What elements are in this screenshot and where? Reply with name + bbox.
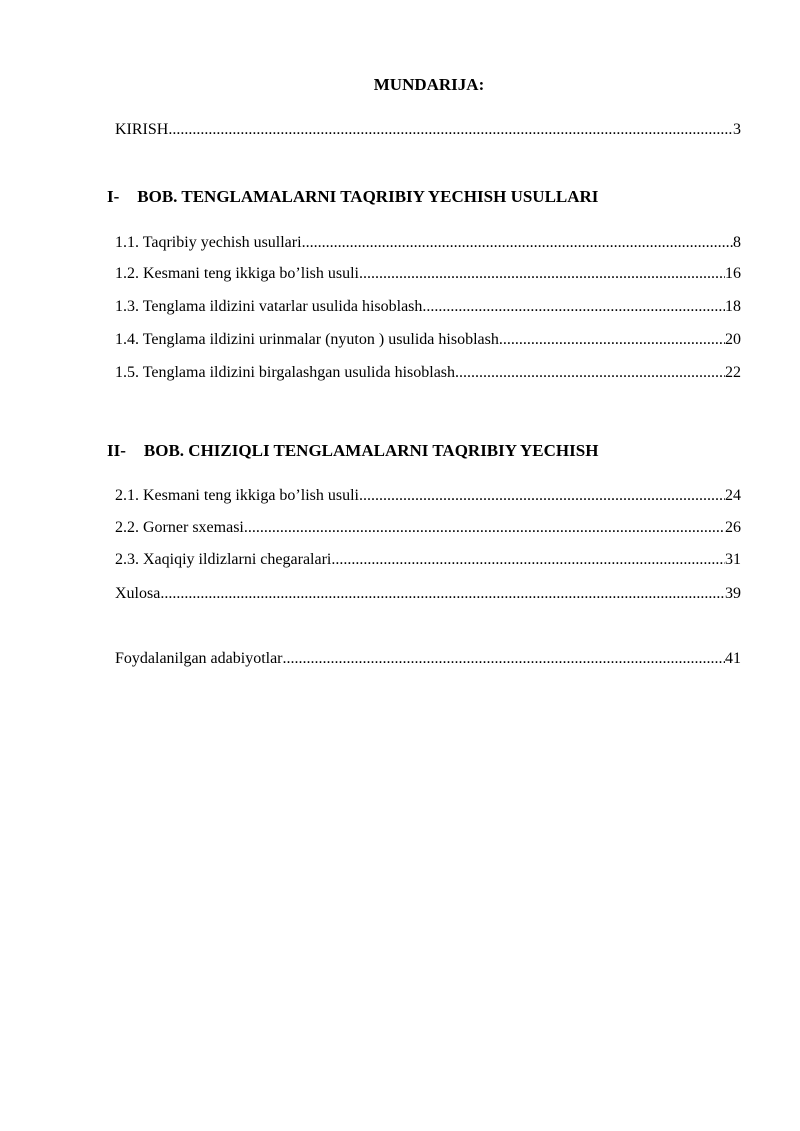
toc-entry-page: 26 (725, 519, 741, 536)
toc-entry-page: 18 (725, 298, 741, 315)
toc-title: MUNDARIJA: (373, 75, 485, 94)
dot-leader (302, 233, 733, 253)
toc-entry-2-3[interactable] (115, 550, 741, 570)
toc-entry-1-4[interactable] (115, 330, 741, 350)
toc-entry-label: 1.3. Tenglama ildizini vatarlar usulida hisoblash (115, 298, 423, 315)
toc-entry-label: Foydalanilgan adabiyotlar (115, 650, 283, 667)
dot-leader (244, 518, 725, 538)
toc-entry-label: 1.4. Tenglama ildizini urinmalar (nyuton ) usulida hisoblash (115, 331, 499, 348)
toc-entry-label: 1.2. Kesmani teng ikkiga bo’lish usuli (115, 265, 359, 282)
toc-entry-label: 1.1. Taqribiy yechish usullari (115, 234, 302, 251)
chapter-number: II- (107, 441, 126, 460)
toc-entry-page: 31 (725, 551, 741, 568)
dot-leader (422, 297, 725, 317)
toc-entry-references[interactable] (115, 649, 741, 669)
dot-leader (359, 486, 725, 506)
toc-entry-1-1[interactable] (115, 233, 741, 253)
toc-entry-2-2[interactable] (115, 518, 741, 538)
toc-entry-label: 1.5. Tenglama ildizini birgalashgan usulida hisoblash (115, 364, 456, 381)
toc-entry-label: Xulosa (115, 585, 161, 602)
toc-entry-page: 8 (733, 234, 741, 251)
dot-leader (331, 550, 725, 570)
dot-leader (499, 330, 725, 350)
dot-leader (359, 264, 725, 284)
toc-entry-label: KIRISH (115, 121, 169, 138)
chapter-title: BOB. CHIZIQLI TENGLAMALARNI TAQRIBIY YECHISH (143, 441, 599, 460)
toc-entry-1-3[interactable] (115, 297, 741, 317)
toc-entry-label: 2.1. Kesmani teng ikkiga bo’lish usuli (115, 487, 359, 504)
chapter-heading-1[interactable] (107, 187, 598, 207)
toc-entry-1-5[interactable] (115, 363, 741, 383)
toc-entry-label: 2.2. Gorner sxemasi (115, 519, 244, 536)
toc-entry-1-2[interactable] (115, 264, 741, 284)
toc-entry-page: 16 (725, 265, 741, 282)
chapter-title: BOB. TENGLAMALARNI TAQRIBIY YECHISH USULLARI (137, 187, 599, 206)
toc-entry-page: 22 (725, 364, 741, 381)
toc-entry-label: 2.3. Xaqiqiy ildizlarni chegaralari (115, 551, 332, 568)
chapter-number: I- (107, 187, 120, 206)
toc-entry-page: 20 (725, 331, 741, 348)
chapter-heading-2[interactable] (107, 441, 598, 461)
toc-entry-page: 24 (725, 487, 741, 504)
toc-entry-conclusion[interactable] (115, 584, 741, 604)
toc-entry-intro[interactable] (115, 120, 741, 140)
dot-leader (283, 649, 725, 669)
toc-entry-page: 39 (725, 585, 741, 602)
toc-entry-page: 3 (733, 121, 741, 138)
dot-leader (160, 584, 725, 604)
toc-entry-2-1[interactable] (115, 486, 741, 506)
dot-leader (168, 120, 733, 140)
toc-entry-page: 41 (725, 650, 741, 667)
dot-leader (455, 363, 725, 383)
